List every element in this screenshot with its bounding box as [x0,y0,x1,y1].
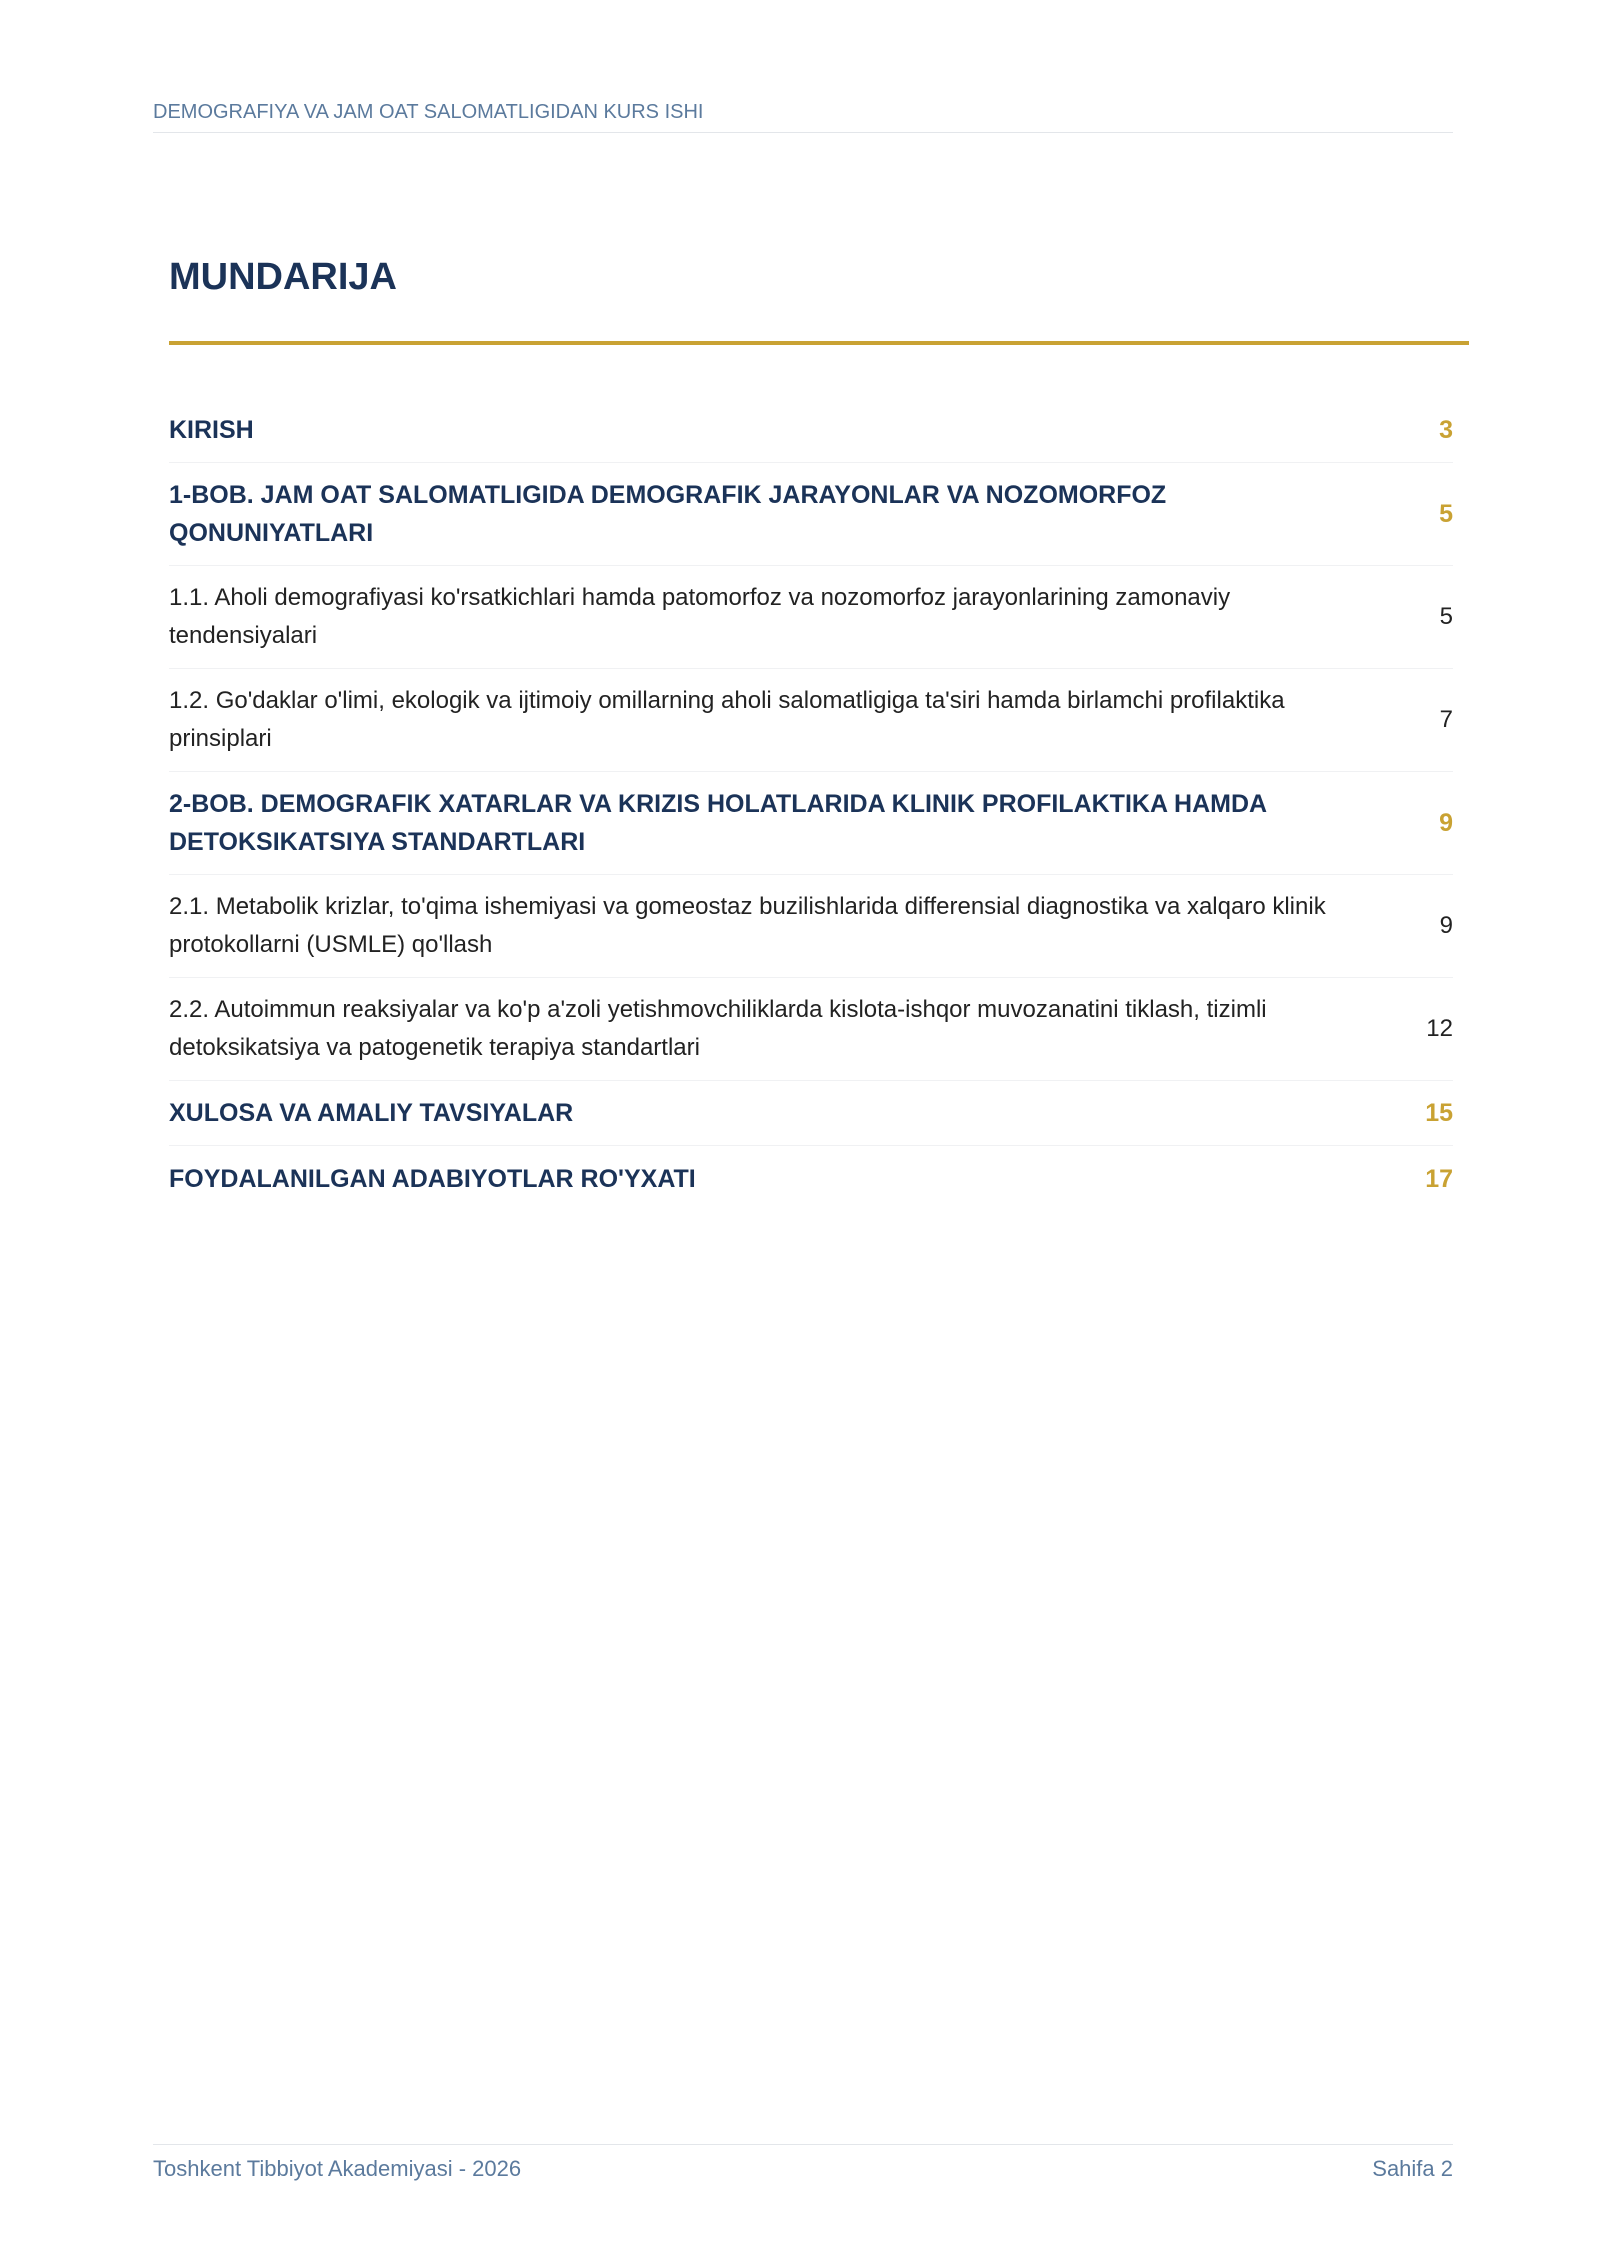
toc-entry-page: 12 [1426,1015,1453,1042]
toc-entry-page: 9 [1439,912,1453,939]
toc-entry-label: KIRISH [169,416,254,444]
toc-entry-section-2-2[interactable] [169,978,1453,1081]
toc-entry-label: 1.1. Aholi demografiyasi ko'rsatkichlari hamda patomorfoz va nozomorfoz jarayonlarining zamonaviy tendensiyalari [169,584,1231,649]
toc-entry-page: 3 [1439,416,1453,444]
toc-entry-label: 2.1. Metabolik krizlar, to'qima ishemiyasi va gomeostaz buzilishlarida differensial diagnostika va xalqaro klinik protokollarni (USMLE) qo'llash [169,893,1326,958]
running-header-text: DEMOGRAFIYA VA JAM OAT SALOMATLIGIDAN KURS ISHI [153,101,704,123]
toc-entry-page: 15 [1425,1099,1453,1127]
toc-entry-chapter-2[interactable] [169,772,1453,875]
title-divider [169,341,1469,345]
toc-entry-page: 17 [1425,1164,1453,1193]
toc-entry-section-1-1[interactable] [169,566,1453,669]
footer-institution: Toshkent Tibbiyot Akademiyasi - 2026 [153,2156,522,2181]
footer-page-number: Sahifa 2 [1372,2156,1453,2181]
table-of-contents [169,398,1453,1211]
toc-entry-section-2-1[interactable] [169,875,1453,978]
toc-entry-kirish[interactable] [169,398,1453,463]
running-footer [153,2144,1453,2183]
toc-entry-page: 5 [1439,500,1453,528]
toc-entry-label: 2.2. Autoimmun reaksiyalar va ko'p a'zoli yetishmovchiliklarda kislota-ishqor muvozanatini tiklash, tizimli detoksikatsiya va patogenetik terapiya standartlari [169,996,1267,1061]
page-title: MUNDARIJA [169,256,397,298]
toc-entry-label: XULOSA VA AMALIY TAVSIYALAR [169,1099,574,1127]
toc-entry-page: 9 [1439,809,1453,837]
toc-entry-page: 5 [1439,603,1453,630]
toc-entry-label: FOYDALANILGAN ADABIYOTLAR RO'YXATI [169,1164,696,1193]
toc-entry-page: 7 [1439,706,1453,733]
toc-entry-label: 1.2. Go'daklar o'limi, ekologik va ijtimoiy omillarning aholi salomatligiga ta'siri hamda birlamchi profilaktika prinsiplari [169,687,1285,752]
toc-entry-label: 1-BOB. JAM OAT SALOMATLIGIDA DEMOGRAFIK JARAYONLAR VA NOZOMORFOZ QONUNIYATLARI [169,481,1167,547]
toc-entry-references[interactable] [169,1146,1453,1211]
running-header [153,98,1453,133]
toc-entry-section-1-2[interactable] [169,669,1453,772]
toc-entry-label: 2-BOB. DEMOGRAFIK XATARLAR VA KRIZIS HOLATLARIDA KLINIK PROFILAKTIKA HAMDA DETOKSIKATSIYA STANDARTLARI [169,790,1267,856]
toc-entry-chapter-1[interactable] [169,463,1453,566]
toc-entry-conclusion[interactable] [169,1081,1453,1146]
